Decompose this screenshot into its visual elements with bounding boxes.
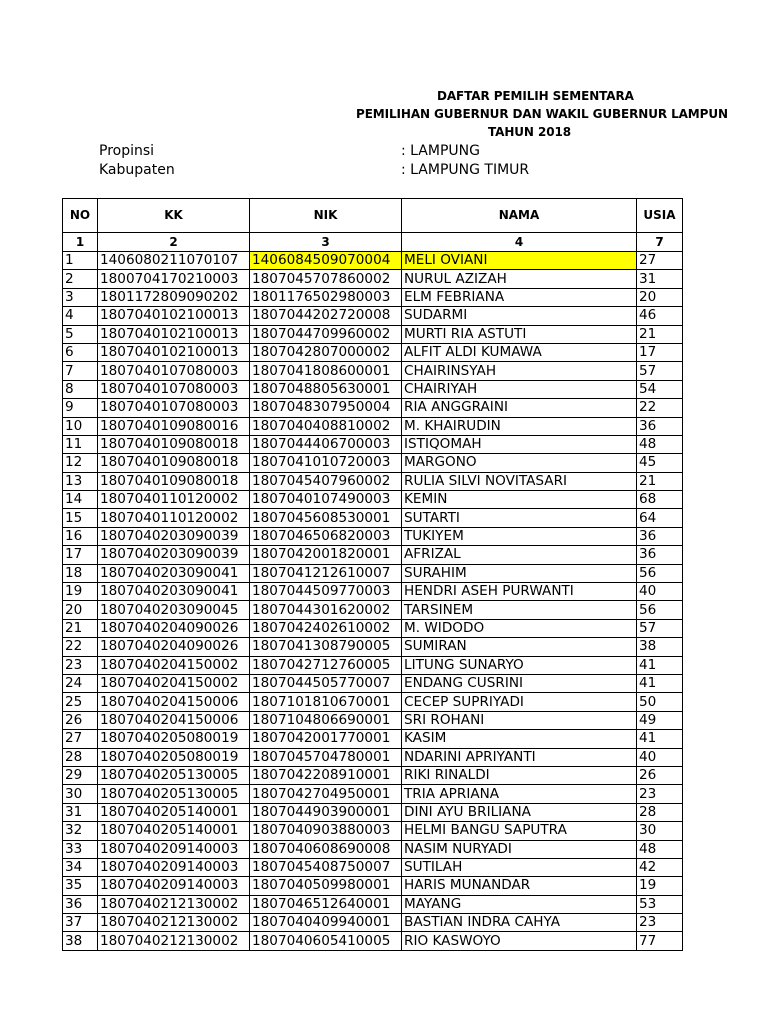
kk-cell: 1807040109080018 <box>98 435 250 453</box>
age-cell: 36 <box>637 417 683 435</box>
nik-cell: 1807040608690008 <box>250 840 402 858</box>
name-cell: ISTIQOMAH <box>402 435 637 453</box>
table-row <box>63 288 683 306</box>
kk-cell: 1807040204150002 <box>98 656 250 674</box>
table-row <box>63 656 683 674</box>
nik-cell: 1807042208910001 <box>250 766 402 784</box>
row-number-cell: 30 <box>63 785 98 803</box>
kk-cell: 1800704170210003 <box>98 270 250 288</box>
nik-cell: 1807046512640001 <box>250 895 402 913</box>
nik-cell: 1807045704780001 <box>250 748 402 766</box>
kk-cell: 1807040212130002 <box>98 932 250 950</box>
row-number-cell: 14 <box>63 491 98 509</box>
nik-cell: 1807040605410005 <box>250 932 402 950</box>
age-cell: 68 <box>637 491 683 509</box>
table-row <box>63 527 683 545</box>
age-cell: 40 <box>637 583 683 601</box>
column-number: 2 <box>98 233 250 252</box>
row-number-cell: 9 <box>63 399 98 417</box>
name-cell: BASTIAN INDRA CAHYA <box>402 914 637 932</box>
kk-cell: 1807040107080003 <box>98 380 250 398</box>
kk-cell: 1807040205080019 <box>98 748 250 766</box>
table-row <box>63 914 683 932</box>
row-number-cell: 26 <box>63 711 98 729</box>
name-cell: HARIS MUNANDAR <box>402 877 637 895</box>
nik-cell: 1807042001820001 <box>250 546 402 564</box>
row-number-cell: 8 <box>63 380 98 398</box>
age-cell: 48 <box>637 435 683 453</box>
table-row <box>63 362 683 380</box>
kk-cell: 1807040109080016 <box>98 417 250 435</box>
column-header: NO <box>63 199 98 233</box>
nik-cell: 1807045608530001 <box>250 509 402 527</box>
kk-cell: 1807040209140003 <box>98 840 250 858</box>
row-number-cell: 21 <box>63 619 98 637</box>
nik-cell: 1807048805630001 <box>250 380 402 398</box>
table-row <box>63 693 683 711</box>
table-row <box>63 509 683 527</box>
name-cell: SURAHIM <box>402 564 637 582</box>
kk-cell: 1807040205080019 <box>98 730 250 748</box>
nik-cell: 1807044301620002 <box>250 601 402 619</box>
age-cell: 56 <box>637 564 683 582</box>
province-value: : LAMPUNG <box>401 143 480 159</box>
kk-cell: 1807040209140003 <box>98 858 250 876</box>
column-header: USIA <box>637 199 683 233</box>
nik-cell: 1807044509770003 <box>250 583 402 601</box>
nik-cell: 1807048307950004 <box>250 399 402 417</box>
kk-cell: 1807040205140001 <box>98 822 250 840</box>
row-number-cell: 16 <box>63 527 98 545</box>
age-cell: 77 <box>637 932 683 950</box>
table-row <box>63 270 683 288</box>
kk-cell: 1807040107080003 <box>98 399 250 417</box>
table-column-number-row <box>63 233 683 252</box>
name-cell: NASIM NURYADI <box>402 840 637 858</box>
name-cell: RULIA SILVI NOVITASARI <box>402 472 637 490</box>
name-cell: LITUNG SUNARYO <box>402 656 637 674</box>
age-cell: 23 <box>637 785 683 803</box>
row-number-cell: 15 <box>63 509 98 527</box>
age-cell: 22 <box>637 399 683 417</box>
kk-cell: 1406080211070107 <box>98 252 250 270</box>
table-row <box>63 491 683 509</box>
name-cell: RIA ANGGRAINI <box>402 399 637 417</box>
name-cell: ENDANG CUSRINI <box>402 674 637 692</box>
name-cell: CHAIRINSYAH <box>402 362 637 380</box>
age-cell: 21 <box>637 325 683 343</box>
column-number: 3 <box>250 233 402 252</box>
table-row <box>63 840 683 858</box>
table-row <box>63 766 683 784</box>
table-row <box>63 546 683 564</box>
nik-cell: 1807045707860002 <box>250 270 402 288</box>
column-header: NIK <box>250 199 402 233</box>
column-header: KK <box>98 199 250 233</box>
nik-cell: 1807040107490003 <box>250 491 402 509</box>
nik-cell: 1807042712760005 <box>250 656 402 674</box>
kk-cell: 1807040203090039 <box>98 527 250 545</box>
name-cell: KEMIN <box>402 491 637 509</box>
age-cell: 57 <box>637 362 683 380</box>
row-number-cell: 28 <box>63 748 98 766</box>
kk-cell: 1807040110120002 <box>98 509 250 527</box>
row-number-cell: 24 <box>63 674 98 692</box>
row-number-cell: 1 <box>63 252 98 270</box>
age-cell: 48 <box>637 840 683 858</box>
row-number-cell: 27 <box>63 730 98 748</box>
nik-cell: 1807041308790005 <box>250 638 402 656</box>
kk-cell: 1807040107080003 <box>98 362 250 380</box>
name-cell: MURTI RIA ASTUTI <box>402 325 637 343</box>
age-cell: 26 <box>637 766 683 784</box>
province-label: Propinsi <box>99 143 155 159</box>
row-number-cell: 34 <box>63 858 98 876</box>
nik-cell: 1807041808600001 <box>250 362 402 380</box>
table-row <box>63 858 683 876</box>
row-number-cell: 32 <box>63 822 98 840</box>
table-row <box>63 932 683 950</box>
age-cell: 17 <box>637 343 683 361</box>
kk-cell: 1807040102100013 <box>98 343 250 361</box>
kk-cell: 1807040205140001 <box>98 803 250 821</box>
nik-cell: 1807044505770007 <box>250 674 402 692</box>
row-number-cell: 37 <box>63 914 98 932</box>
document-year: TAHUN 2018 <box>488 125 571 139</box>
table-row <box>63 822 683 840</box>
row-number-cell: 13 <box>63 472 98 490</box>
row-number-cell: 7 <box>63 362 98 380</box>
table-row <box>63 638 683 656</box>
kk-cell: 1807040205130005 <box>98 766 250 784</box>
name-cell: SUDARMI <box>402 307 637 325</box>
nik-cell: 1807040509980001 <box>250 877 402 895</box>
name-cell: CHAIRIYAH <box>402 380 637 398</box>
document-subtitle: PEMILIHAN GUBERNUR DAN WAKIL GUBERNUR LAMPUN <box>356 107 728 121</box>
regency-label: Kabupaten <box>99 162 175 178</box>
name-cell: NURUL AZIZAH <box>402 270 637 288</box>
age-cell: 53 <box>637 895 683 913</box>
kk-cell: 1807040204150002 <box>98 674 250 692</box>
kk-cell: 1807040109080018 <box>98 472 250 490</box>
table-header-row <box>63 199 683 233</box>
name-cell: NDARINI APRIYANTI <box>402 748 637 766</box>
kk-cell: 1807040203090041 <box>98 564 250 582</box>
age-cell: 40 <box>637 748 683 766</box>
row-number-cell: 36 <box>63 895 98 913</box>
nik-cell: 1807040408810002 <box>250 417 402 435</box>
nik-cell: 1807101810670001 <box>250 693 402 711</box>
kk-cell: 1807040212130002 <box>98 895 250 913</box>
name-cell: SRI ROHANI <box>402 711 637 729</box>
table-row <box>63 711 683 729</box>
age-cell: 30 <box>637 822 683 840</box>
age-cell: 41 <box>637 674 683 692</box>
nik-cell: 1807042402610002 <box>250 619 402 637</box>
column-header: NAMA <box>402 199 637 233</box>
kk-cell: 1807040203090039 <box>98 546 250 564</box>
kk-cell: 1807040109080018 <box>98 454 250 472</box>
table-row <box>63 803 683 821</box>
row-number-cell: 17 <box>63 546 98 564</box>
name-cell: HENDRI ASEH PURWANTI <box>402 583 637 601</box>
row-number-cell: 3 <box>63 288 98 306</box>
name-cell: ELM FEBRIANA <box>402 288 637 306</box>
table-row <box>63 785 683 803</box>
name-cell: M. KHAIRUDIN <box>402 417 637 435</box>
age-cell: 54 <box>637 380 683 398</box>
nik-cell: 1807040903880003 <box>250 822 402 840</box>
name-cell: RIO KASWOYO <box>402 932 637 950</box>
kk-cell: 1807040102100013 <box>98 307 250 325</box>
table-row <box>63 674 683 692</box>
kk-cell: 1807040212130002 <box>98 914 250 932</box>
name-cell: MAYANG <box>402 895 637 913</box>
age-cell: 64 <box>637 509 683 527</box>
document-title: DAFTAR PEMILIH SEMENTARA <box>437 89 634 103</box>
name-cell: TUKIYEM <box>402 527 637 545</box>
name-cell: MARGONO <box>402 454 637 472</box>
row-number-cell: 31 <box>63 803 98 821</box>
name-cell: TRIA APRIANA <box>402 785 637 803</box>
name-cell: RIKI RINALDI <box>402 766 637 784</box>
kk-cell: 1807040209140003 <box>98 877 250 895</box>
table-row <box>63 454 683 472</box>
name-cell: CECEP SUPRIYADI <box>402 693 637 711</box>
nik-cell: 1807046506820003 <box>250 527 402 545</box>
nik-cell: 1807044709960002 <box>250 325 402 343</box>
nik-cell: 1807045408750007 <box>250 858 402 876</box>
kk-cell: 1807040203090041 <box>98 583 250 601</box>
age-cell: 50 <box>637 693 683 711</box>
age-cell: 41 <box>637 730 683 748</box>
age-cell: 41 <box>637 656 683 674</box>
name-cell: SUTARTI <box>402 509 637 527</box>
row-number-cell: 18 <box>63 564 98 582</box>
row-number-cell: 11 <box>63 435 98 453</box>
table-row <box>63 307 683 325</box>
nik-cell: 1807044903900001 <box>250 803 402 821</box>
table-row <box>63 619 683 637</box>
name-cell: MELI OVIANI <box>402 252 637 270</box>
age-cell: 46 <box>637 307 683 325</box>
table-row <box>63 583 683 601</box>
kk-cell: 1807040110120002 <box>98 491 250 509</box>
age-cell: 57 <box>637 619 683 637</box>
name-cell: TARSINEM <box>402 601 637 619</box>
name-cell: ALFIT ALDI KUMAWA <box>402 343 637 361</box>
row-number-cell: 12 <box>63 454 98 472</box>
table-row <box>63 601 683 619</box>
row-number-cell: 29 <box>63 766 98 784</box>
regency-value: : LAMPUNG TIMUR <box>401 162 530 178</box>
row-number-cell: 2 <box>63 270 98 288</box>
kk-cell: 1807040205130005 <box>98 785 250 803</box>
row-number-cell: 22 <box>63 638 98 656</box>
voter-table <box>62 198 683 951</box>
name-cell: AFRIZAL <box>402 546 637 564</box>
age-cell: 19 <box>637 877 683 895</box>
table-row <box>63 730 683 748</box>
name-cell: SUMIRAN <box>402 638 637 656</box>
name-cell: SUTILAH <box>402 858 637 876</box>
age-cell: 36 <box>637 546 683 564</box>
nik-cell: 1807044202720008 <box>250 307 402 325</box>
nik-cell: 1406084509070004 <box>250 252 402 270</box>
table-row <box>63 472 683 490</box>
age-cell: 49 <box>637 711 683 729</box>
table-row <box>63 564 683 582</box>
table-row <box>63 895 683 913</box>
row-number-cell: 10 <box>63 417 98 435</box>
nik-cell: 1807042807000002 <box>250 343 402 361</box>
kk-cell: 1807040204090026 <box>98 638 250 656</box>
nik-cell: 1807041212610007 <box>250 564 402 582</box>
table-row <box>63 877 683 895</box>
nik-cell: 1807045407960002 <box>250 472 402 490</box>
kk-cell: 1807040204150006 <box>98 693 250 711</box>
row-number-cell: 38 <box>63 932 98 950</box>
nik-cell: 1807044406700003 <box>250 435 402 453</box>
table-row <box>63 343 683 361</box>
age-cell: 28 <box>637 803 683 821</box>
row-number-cell: 35 <box>63 877 98 895</box>
kk-cell: 1807040204090026 <box>98 619 250 637</box>
age-cell: 23 <box>637 914 683 932</box>
nik-cell: 1801176502980003 <box>250 288 402 306</box>
nik-cell: 1807042704950001 <box>250 785 402 803</box>
column-number: 7 <box>637 233 683 252</box>
age-cell: 38 <box>637 638 683 656</box>
nik-cell: 1807040409940001 <box>250 914 402 932</box>
table-row <box>63 380 683 398</box>
row-number-cell: 4 <box>63 307 98 325</box>
row-number-cell: 25 <box>63 693 98 711</box>
row-number-cell: 5 <box>63 325 98 343</box>
kk-cell: 1807040102100013 <box>98 325 250 343</box>
nik-cell: 1807042001770001 <box>250 730 402 748</box>
age-cell: 56 <box>637 601 683 619</box>
kk-cell: 1801172809090202 <box>98 288 250 306</box>
nik-cell: 1807041010720003 <box>250 454 402 472</box>
table-row <box>63 417 683 435</box>
age-cell: 20 <box>637 288 683 306</box>
row-number-cell: 20 <box>63 601 98 619</box>
name-cell: DINI AYU BRILIANA <box>402 803 637 821</box>
table-row <box>63 252 683 270</box>
table-row <box>63 748 683 766</box>
table-row <box>63 435 683 453</box>
age-cell: 36 <box>637 527 683 545</box>
table-row <box>63 399 683 417</box>
row-number-cell: 19 <box>63 583 98 601</box>
name-cell: KASIM <box>402 730 637 748</box>
row-number-cell: 33 <box>63 840 98 858</box>
age-cell: 21 <box>637 472 683 490</box>
age-cell: 45 <box>637 454 683 472</box>
kk-cell: 1807040204150006 <box>98 711 250 729</box>
table-row <box>63 325 683 343</box>
age-cell: 27 <box>637 252 683 270</box>
row-number-cell: 6 <box>63 343 98 361</box>
age-cell: 31 <box>637 270 683 288</box>
kk-cell: 1807040203090045 <box>98 601 250 619</box>
age-cell: 42 <box>637 858 683 876</box>
row-number-cell: 23 <box>63 656 98 674</box>
name-cell: M. WIDODO <box>402 619 637 637</box>
nik-cell: 1807104806690001 <box>250 711 402 729</box>
column-number: 4 <box>402 233 637 252</box>
name-cell: HELMI BANGU SAPUTRA <box>402 822 637 840</box>
column-number: 1 <box>63 233 98 252</box>
